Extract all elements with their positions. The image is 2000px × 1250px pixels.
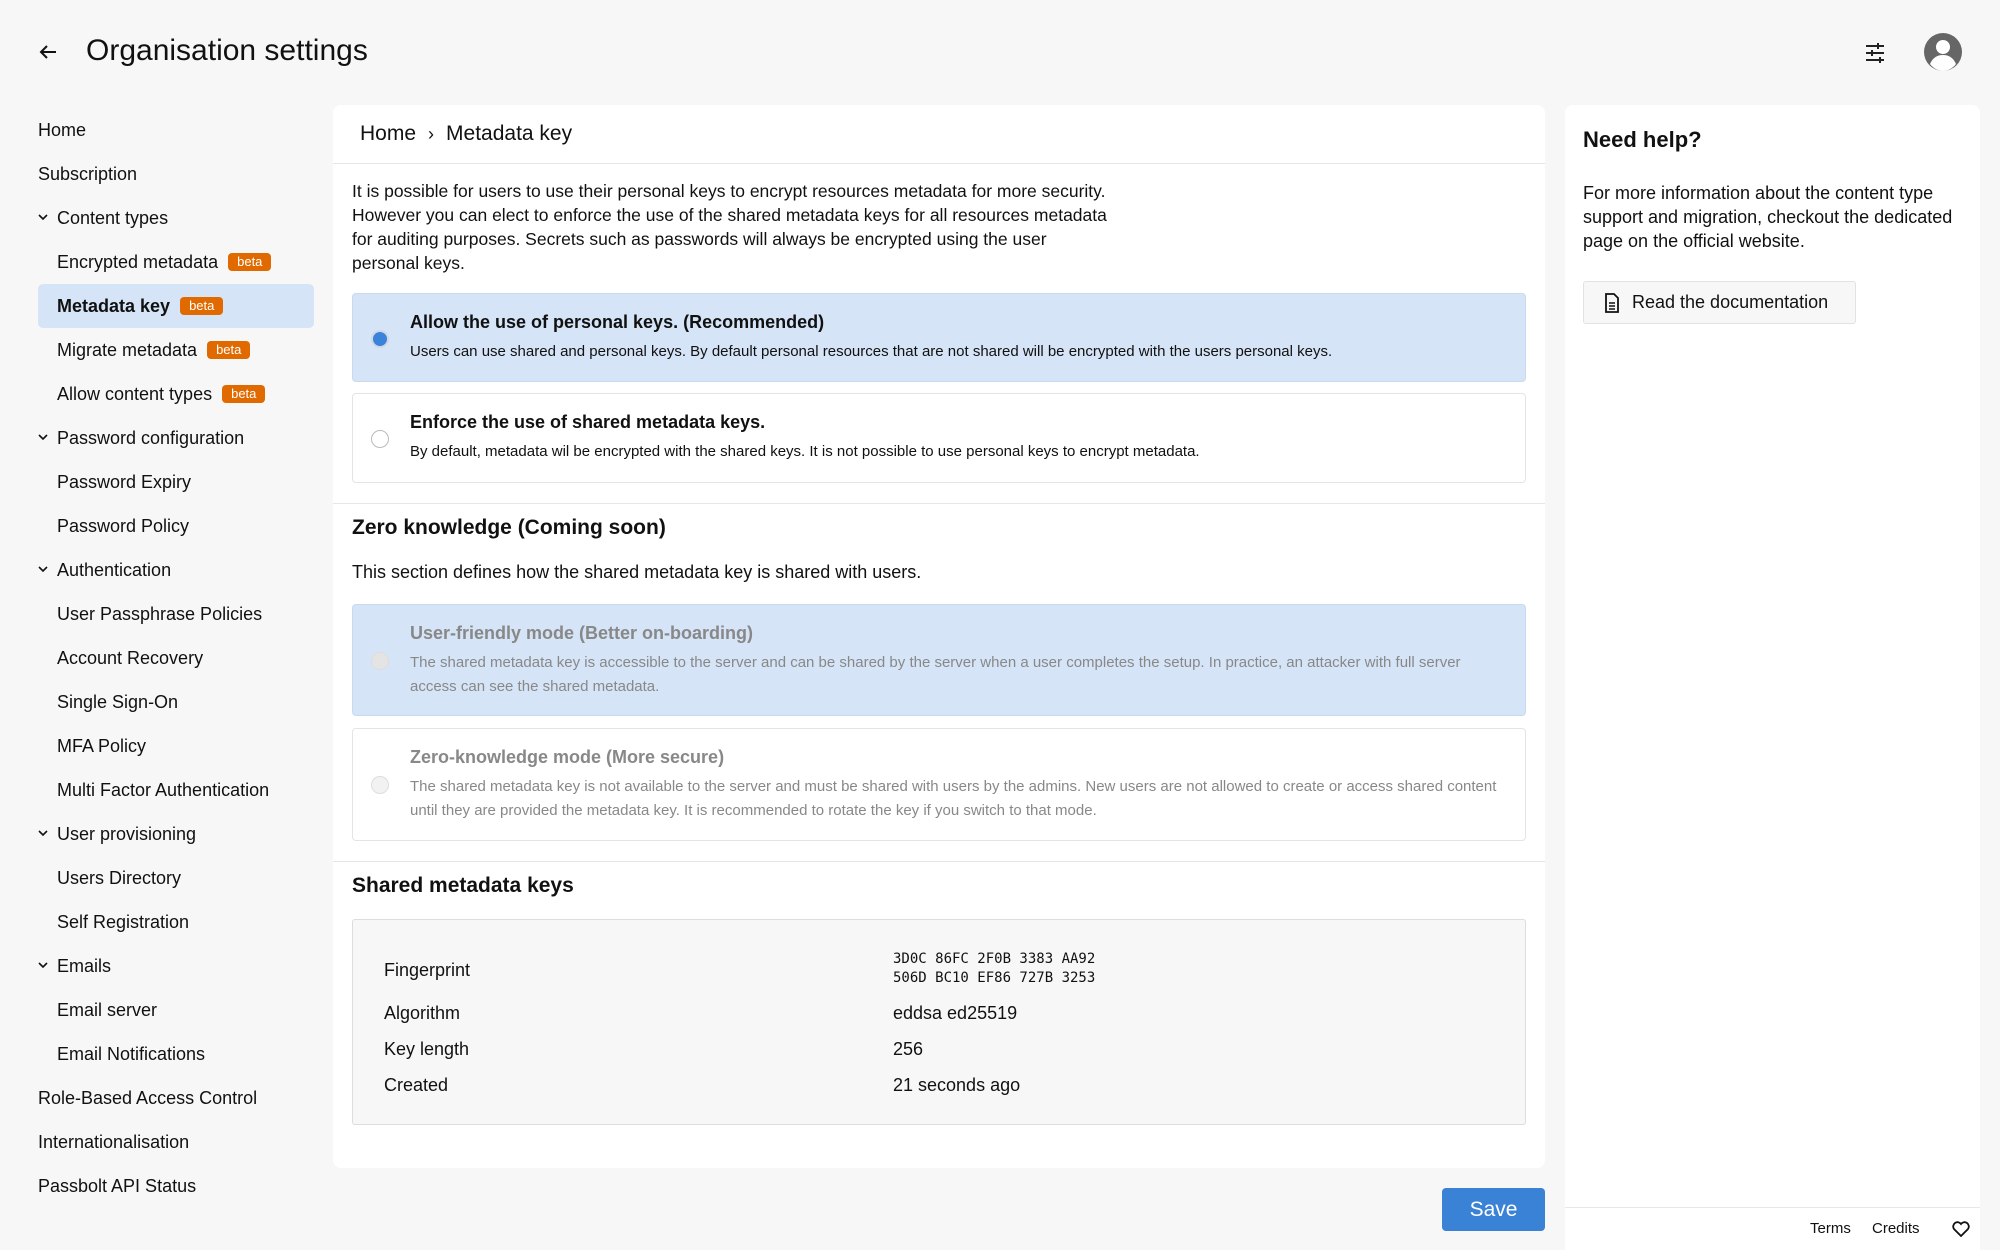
sidebar-item-label: Password Policy <box>57 515 190 536</box>
sidebar-item-role-based-access-control[interactable] <box>0 1076 320 1120</box>
option-title: Enforce the use of shared metadata keys. <box>410 412 766 432</box>
option-description: Users can use shared and personal keys. By default personal resources that are not shared will be encrypted with the users personal keys. <box>410 343 1333 360</box>
sidebar-item-label: Allow content types <box>57 383 213 404</box>
sidebar-item-label: Content types <box>57 207 169 228</box>
algorithm-label: Algorithm <box>384 1003 461 1023</box>
sidebar-item-internationalisation[interactable] <box>0 1120 320 1164</box>
beta-badge: beta <box>228 253 271 271</box>
sidebar-item-label: Encrypted metadata <box>57 251 219 272</box>
sidebar-item-label: Authentication <box>57 559 172 580</box>
sidebar-item-migrate-metadata[interactable] <box>0 328 320 372</box>
sidebar-item-passbolt-api-status[interactable] <box>0 1164 320 1208</box>
heart-icon[interactable] <box>1952 1221 1970 1237</box>
radio-unselected[interactable] <box>371 430 389 448</box>
sidebar-item-label: Self Registration <box>57 911 190 932</box>
sidebar-item-emails[interactable] <box>0 944 320 988</box>
sidebar-item-password-expiry[interactable] <box>0 460 320 504</box>
beta-badge: beta <box>222 385 265 403</box>
user-avatar-icon[interactable] <box>1923 32 1963 72</box>
chevron-down-icon[interactable] <box>38 960 48 970</box>
option-zero-knowledge-mode <box>352 728 1526 841</box>
sidebar-item-account-recovery[interactable] <box>0 636 320 680</box>
sidebar-item-label: Users Directory <box>57 867 182 888</box>
option-user-friendly-mode <box>352 604 1526 716</box>
sidebar-item-label: User provisioning <box>57 823 197 844</box>
sidebar-item-multi-factor-authentication[interactable] <box>0 768 320 812</box>
sidebar-item-email-notifications[interactable] <box>0 1032 320 1076</box>
option-title: Zero-knowledge mode (More secure) <box>410 747 725 767</box>
back-arrow-icon[interactable] <box>34 38 62 66</box>
sidebar-item-metadata-key[interactable] <box>38 284 314 328</box>
sidebar-item-label: User Passphrase Policies <box>57 603 263 624</box>
sidebar-item-user-provisioning[interactable] <box>0 812 320 856</box>
breadcrumb <box>333 105 1545 164</box>
radio-selected[interactable] <box>371 330 389 348</box>
option-description: The shared metadata key is not available to the server and must be shared with users by the admins. New users are not allowed to create or access shared content until they are provided the metadata key. It is recommended to rotate the key if you switch to that mode. <box>410 778 1497 819</box>
shared-keys-heading: Shared metadata keys <box>352 874 574 897</box>
read-documentation-label: Read the documentation <box>1632 292 1829 312</box>
zero-knowledge-heading: Zero knowledge (Coming soon) <box>352 516 666 539</box>
option-title: User-friendly mode (Better on-boarding) <box>410 623 754 643</box>
main-panel <box>333 105 1545 1168</box>
sidebar-item-label: Internationalisation <box>38 1131 190 1152</box>
sidebar <box>0 108 320 1208</box>
shared-key-details <box>352 919 1526 1125</box>
algorithm-value: eddsa ed25519 <box>893 1003 1018 1023</box>
option-description: By default, metadata wil be encrypted with the shared keys. It is not possible to use personal keys to encrypt metadata. <box>410 443 1200 460</box>
document-icon <box>1604 293 1620 313</box>
fingerprint-label: Fingerprint <box>384 960 471 980</box>
option-title: Allow the use of personal keys. (Recommended) <box>410 312 825 332</box>
sidebar-item-encrypted-metadata[interactable] <box>0 240 320 284</box>
help-title: Need help? <box>1583 127 1702 152</box>
sidebar-item-users-directory[interactable] <box>0 856 320 900</box>
sidebar-item-label: Role-Based Access Control <box>38 1087 258 1108</box>
fingerprint-line-2: 506D BC10 EF86 727B 3253 <box>893 970 1096 986</box>
chevron-down-icon[interactable] <box>38 212 48 222</box>
sidebar-item-single-sign-on[interactable] <box>0 680 320 724</box>
option-description: The shared metadata key is accessible to the server and can be shared by the server when a user completes the setup. In practice, an attacker with full server access can see the shared metadata. <box>410 654 1461 695</box>
sidebar-item-email-server[interactable] <box>0 988 320 1032</box>
divider <box>333 861 1545 862</box>
settings-sliders-icon[interactable] <box>1860 38 1890 68</box>
sidebar-item-authentication[interactable] <box>0 548 320 592</box>
sidebar-item-subscription[interactable] <box>0 152 320 196</box>
sidebar-item-label: Multi Factor Authentication <box>57 779 270 800</box>
footer-divider <box>1565 1207 1980 1208</box>
sidebar-item-label: Password configuration <box>57 427 245 448</box>
sidebar-item-password-configuration[interactable] <box>0 416 320 460</box>
radio-disabled-selected <box>371 652 389 670</box>
sidebar-item-password-policy[interactable] <box>0 504 320 548</box>
page-title: Organisation settings <box>86 34 368 67</box>
help-panel <box>1565 105 1980 1250</box>
divider <box>333 503 1545 504</box>
chevron-down-icon[interactable] <box>38 432 48 442</box>
key-length-label: Key length <box>384 1039 470 1059</box>
beta-badge: beta <box>207 341 250 359</box>
breadcrumb-separator: › <box>428 123 435 144</box>
sidebar-item-home[interactable] <box>0 108 320 152</box>
sidebar-item-allow-content-types[interactable] <box>0 372 320 416</box>
sidebar-item-label: Email Notifications <box>57 1043 206 1064</box>
sidebar-item-label: Account Recovery <box>57 647 204 668</box>
created-value: 21 seconds ago <box>893 1075 1021 1095</box>
sidebar-item-mfa-policy[interactable] <box>0 724 320 768</box>
breadcrumb-current: Metadata key <box>446 122 573 145</box>
save-button[interactable]: Save <box>1442 1188 1545 1231</box>
sidebar-item-label: Metadata key <box>57 295 171 316</box>
option-shared-keys[interactable] <box>352 393 1526 483</box>
sidebar-item-label: Email server <box>57 999 158 1020</box>
breadcrumb-home[interactable]: Home <box>360 122 417 145</box>
sidebar-item-self-registration[interactable] <box>0 900 320 944</box>
sidebar-item-label: Passbolt API Status <box>38 1175 197 1196</box>
sidebar-item-label: Single Sign-On <box>57 691 179 712</box>
zero-knowledge-description: This section defines how the shared metadata key is shared with users. <box>352 562 922 582</box>
read-documentation-button[interactable] <box>1583 281 1856 324</box>
help-text: For more information about the content type support and migration, checkout the dedicated page on the official website. <box>1583 183 1953 251</box>
created-label: Created <box>384 1075 449 1095</box>
sidebar-item-label: Emails <box>57 955 112 976</box>
key-length-value: 256 <box>893 1039 924 1059</box>
sidebar-item-content-types[interactable] <box>0 196 320 240</box>
sidebar-item-label: Password Expiry <box>57 471 192 492</box>
fingerprint-line-1: 3D0C 86FC 2F0B 3383 AA92 <box>893 951 1096 967</box>
option-personal-keys[interactable] <box>352 293 1526 382</box>
intro-text: It is possible for users to use their personal keys to encrypt resources metadata for more security. However you can elect to enforce the use of the shared metadata keys for all resources metadata for auditing purposes. Secrets such as passwords will always be encrypted using the user personal keys. <box>352 181 1107 273</box>
credits-link[interactable]: Credits <box>1872 1220 1920 1237</box>
sidebar-item-label: MFA Policy <box>57 735 147 756</box>
radio-disabled <box>371 776 389 794</box>
chevron-down-icon[interactable] <box>38 828 48 838</box>
sidebar-item-label: Migrate metadata <box>57 339 198 360</box>
terms-link[interactable]: Terms <box>1810 1220 1851 1237</box>
sidebar-item-label: Home <box>38 119 87 140</box>
sidebar-item-label: Subscription <box>38 163 138 184</box>
chevron-down-icon[interactable] <box>38 564 48 574</box>
sidebar-item-user-passphrase-policies[interactable] <box>0 592 320 636</box>
beta-badge: beta <box>180 297 223 315</box>
